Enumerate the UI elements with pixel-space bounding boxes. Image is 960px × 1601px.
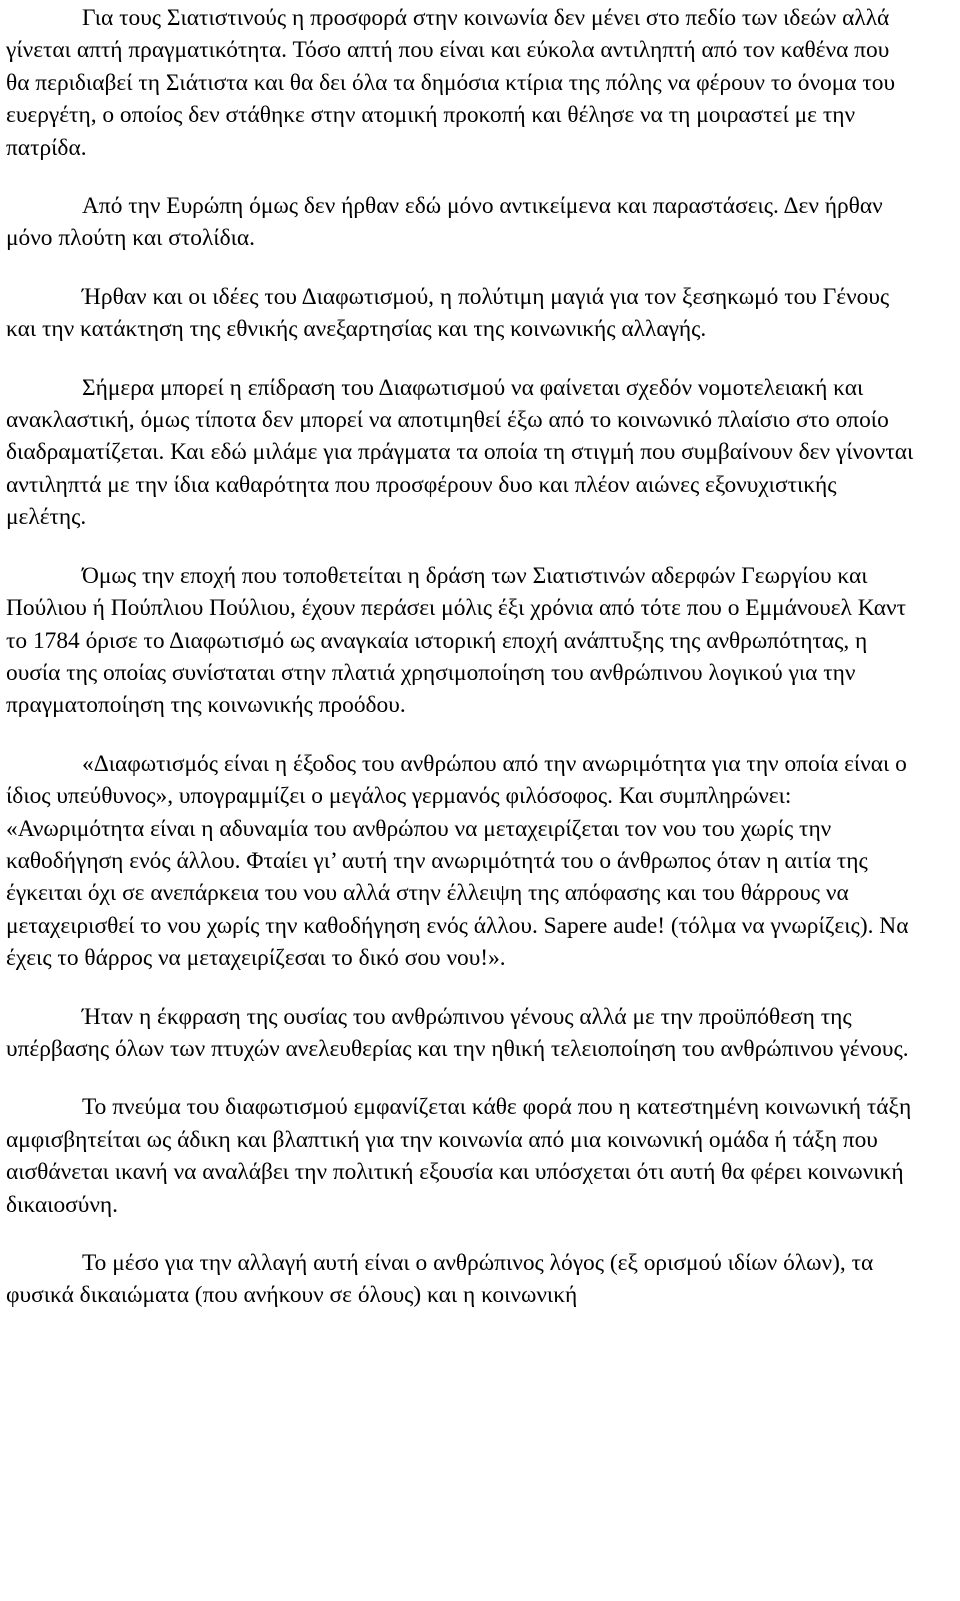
paragraph-2: Από την Ευρώπη όμως δεν ήρθαν εδώ μόνο αντικείμενα και παραστάσεις. Δεν ήρθαν μόνο πλούτη και στολίδια. — [6, 193, 883, 252]
paragraph-8: Το πνεύμα του διαφωτισμού εμφανίζεται κάθε φορά που η κατεστημένη κοινωνική τάξη αμφισβητείται ως άδικη και βλαπτική για την κοινωνία από μια κοινωνική ομάδα ή τάξη που αισθάνεται ικανή να αναλάβει την πολιτική εξουσία και υπόσχεται ότι αυτή θα φέρει κοινωνική δικαιοσύνη. — [6, 1094, 912, 1218]
paragraph-4: Σήμερα μπορεί η επίδραση του Διαφωτισμού να φαίνεται σχεδόν νομοτελειακή και ανακλαστική, όμως τίποτα δεν μπορεί να αποτιμηθεί έξω από το κοινωνικό πλαίσιο στο οποίο διαδραματίζεται. Και εδώ μιλάμε για πράγματα τα οποία τη στιγμή που συμβαίνουν δεν γίνονται αντιληπτά με την ίδια καθαρότητα που προσφέρουν δυο και πλέον αιώνες εξονυχιστικής μελέτης. — [6, 374, 914, 531]
paragraph-6: «Διαφωτισμός είναι η έξοδος του ανθρώπου από την ανωριμότητα για την οποία είναι ο ίδιος υπεύθυνος», υπογραμμίζει ο μεγάλος γερμανός φιλόσοφος. Και συμπληρώνει: «Ανωριμότητα είναι η αδυναμία του ανθρώπου να μεταχειρίζεται τον νου του χωρίς την καθοδήγηση ενός άλλου. Φταίει γι’ αυτή την ανωριμότητά του ο άνθρωπος όταν η αιτία της έγκειται όχι σε ανεπάρκεια του νου αλλά στην έλλειψη της απόφασης και του θάρρους να μεταχειρισθεί το νου χωρίς την καθοδήγηση ενός άλλου. Sapere aude! (τόλμα να γνωρίζεις). Να έχεις το θάρρος να μεταχειρίζεσαι το δικό σου νου!». — [6, 750, 909, 972]
document-page — [6, 0, 916, 1312]
paragraph-1: Για τους Σιατιστινούς η προσφορά στην κοινωνία δεν μένει στο πεδίο των ιδεών αλλά γίνεται απτή πραγματικότητα. Τόσο απτή που είναι και εύκολα αντιληπτή από τον καθένα που θα περιδιαβεί τη Σιάτιστα και θα δει όλα τα δημόσια κτίρια της πόλης να φέρουν το όνομα του ευεργέτη, ο οποίος δεν στάθηκε στην ατομική προκοπή και θέλησε να τη μοιραστεί με την πατρίδα. — [6, 5, 896, 161]
paragraph-7: Ήταν η έκφραση της ουσίας του ανθρώπινου γένους αλλά με την προϋπόθεση της υπέρβασης όλων των πτυχών ανελευθερίας και την ηθική τελειοποίηση του ανθρώπινου γένους. — [6, 1003, 909, 1062]
paragraph-5: Όμως την εποχή που τοποθετείται η δράση των Σιατιστινών αδερφών Γεωργίου και Πούλιου ή Πούπλιου Πούλιου, έχουν περάσει μόλις έξι χρόνια από τότε που ο Εμμάνουελ Καντ το 1784 όρισε το Διαφωτισμό ως αναγκαία ιστορική εποχή ανάπτυξης της ανθρωπότητας, η ουσία της οποίας συνίσταται στην πλατιά χρησιμοποίηση του ανθρώπινου λογικού για την πραγματοποίηση της κοινωνικής προόδου. — [6, 562, 906, 719]
paragraph-9: Το μέσο για την αλλαγή αυτή είναι ο ανθρώπινος λόγος (εξ ορισμού ιδίων όλων), τα φυσικά δικαιώματα (που ανήκουν σε όλους) και η κοινωνική — [6, 1250, 874, 1309]
paragraph-3: Ήρθαν και οι ιδέες του Διαφωτισμού, η πολύτιμη μαγιά για τον ξεσηκωμό του Γένους και την κατάκτηση της εθνικής ανεξαρτησίας και της κοινωνικής αλλαγής. — [6, 283, 890, 343]
